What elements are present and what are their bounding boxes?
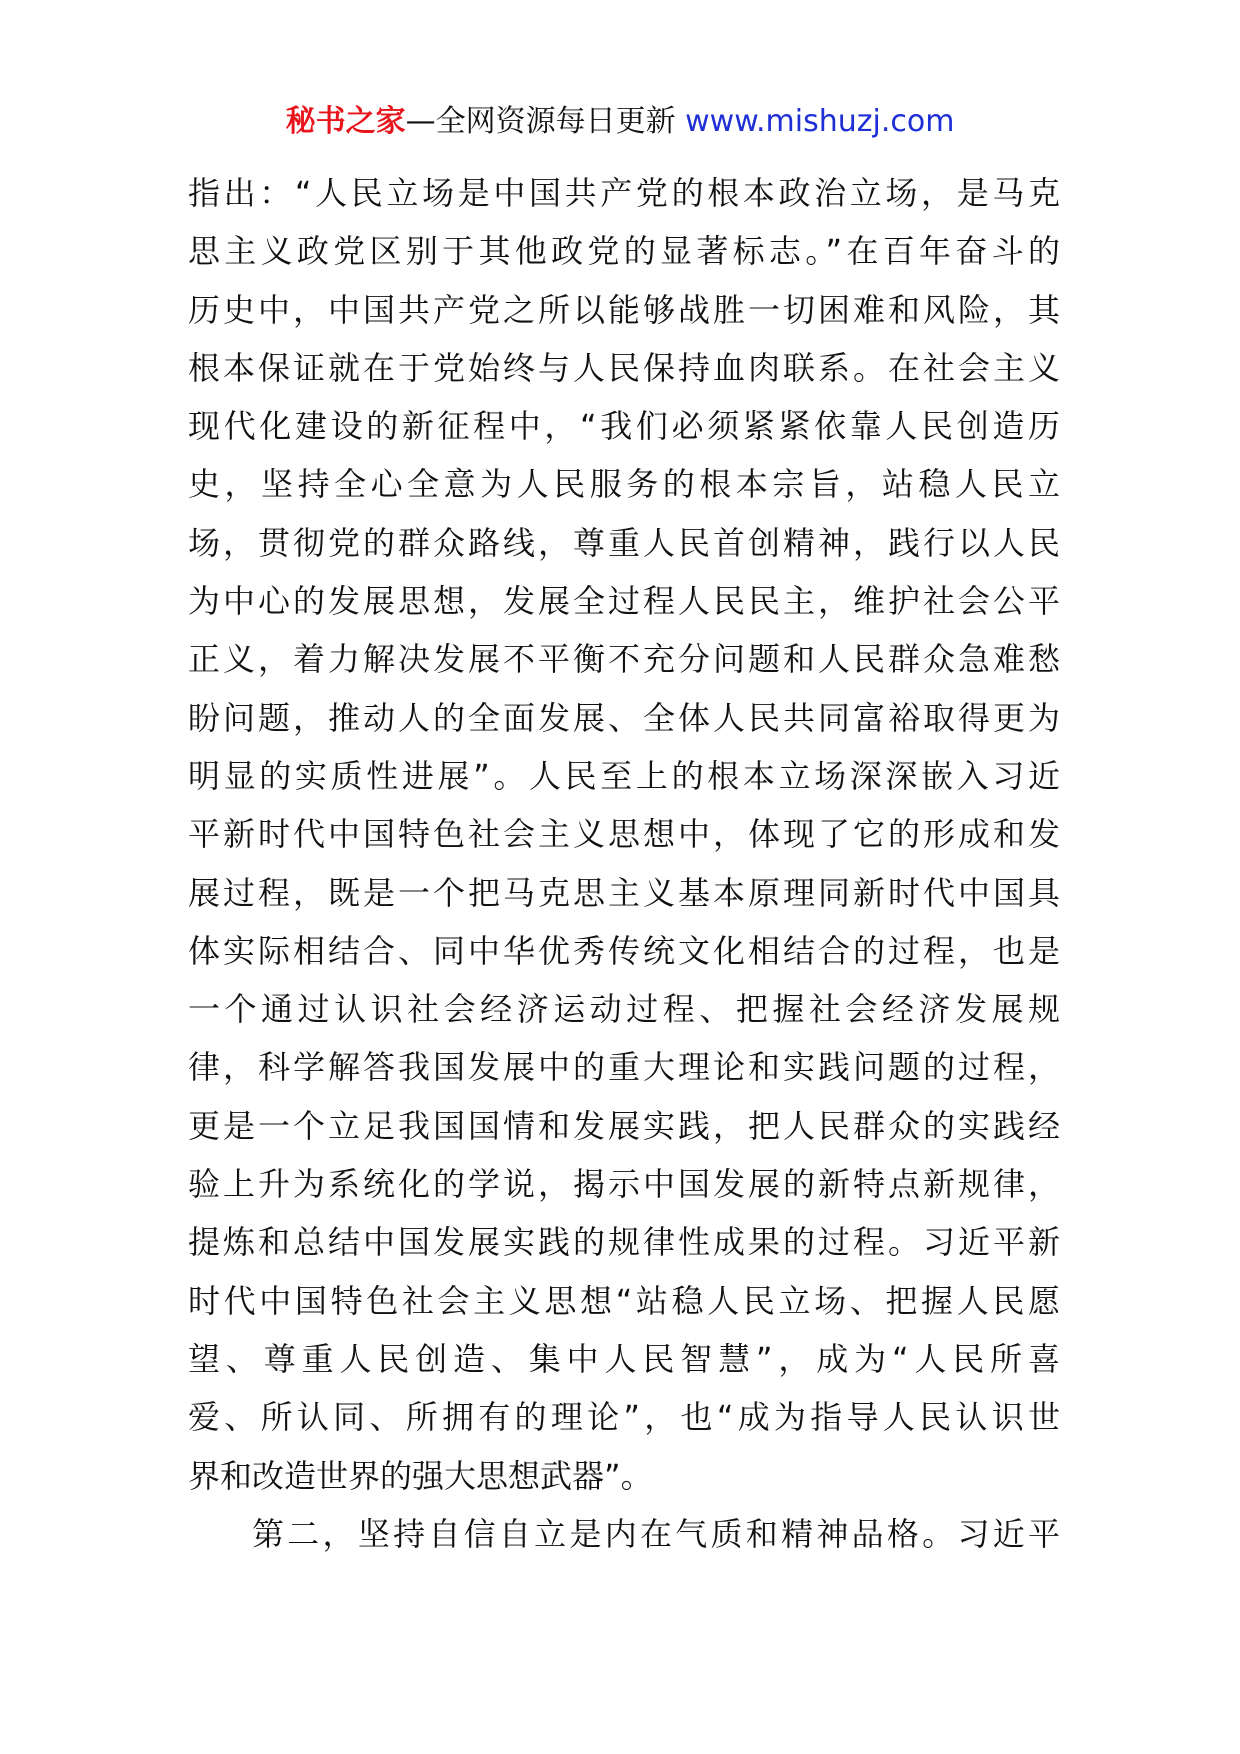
text-line: 史，坚持全心全意为人民服务的根本宗旨，站稳人民立 xyxy=(188,465,1060,504)
text-line: 指出：“人民立场是中国共产党的根本政治立场，是马克 xyxy=(188,174,1060,212)
text-line: 场，贯彻党的群众路线，尊重人民首创精神，践行以人民 xyxy=(188,523,1060,562)
text-line: 界和改造世界的强大思想武器”。 xyxy=(188,1456,653,1495)
text-line: 体实际相结合、同中华优秀传统文化相结合的过程，也是 xyxy=(188,931,1060,970)
brand-name: 秘书之家 xyxy=(285,104,406,139)
text-line: 爱、所认同、所拥有的理论”，也“成为指导人民认识世 xyxy=(188,1398,1060,1437)
site-url-link[interactable]: www.mishuzj.com xyxy=(685,104,955,139)
text-line: 时代中国特色社会主义思想“站稳人民立场、把握人民愿 xyxy=(188,1281,1060,1320)
text-line: 展过程，既是一个把马克思主义基本原理同新时代中国具 xyxy=(188,873,1060,912)
text-line: 律，科学解答我国发展中的重大理论和实践问题的过程， xyxy=(188,1048,1060,1087)
page-header xyxy=(0,100,1240,144)
text-line: 盼问题，推动人的全面发展、全体人民共同富裕取得更为 xyxy=(188,698,1060,737)
header-tagline: —全网资源每日更新 xyxy=(405,104,676,139)
text-line: 验上升为系统化的学说，揭示中国发展的新特点新规律， xyxy=(188,1165,1060,1204)
text-line: 正义，着力解决发展不平衡不充分问题和人民群众急难愁 xyxy=(188,640,1060,679)
text-line: 现代化建设的新征程中，“我们必须紧紧依靠人民创造历 xyxy=(188,407,1060,446)
text-line: 提炼和总结中国发展实践的规律性成果的过程。习近平新 xyxy=(188,1223,1060,1262)
text-line: 望、尊重人民创造、集中人民智慧”，成为“人民所喜 xyxy=(188,1339,1060,1378)
text-line: 为中心的发展思想，发展全过程人民民主，维护社会公平 xyxy=(188,582,1060,621)
article-body xyxy=(188,164,1060,1563)
text-line: 一个通过认识社会经济运动过程、把握社会经济发展规 xyxy=(188,990,1060,1029)
text-line: 历史中，中国共产党之所以能够战胜一切困难和风险，其 xyxy=(188,290,1060,329)
paragraph-start-line: 第二，坚持自信自立是内在气质和精神品格。习近平 xyxy=(252,1514,1060,1553)
text-line: 更是一个立足我国国情和发展实践，把人民群众的实践经 xyxy=(188,1106,1060,1145)
text-line: 根本保证就在于党始终与人民保持血肉联系。在社会主义 xyxy=(188,348,1060,387)
text-line: 明显的实质性进展”。人民至上的根本立场深深嵌入习近 xyxy=(188,756,1060,795)
text-line: 思主义政党区别于其他政党的显著标志。”在百年奋斗的 xyxy=(188,232,1060,271)
text-line: 平新时代中国特色社会主义思想中，体现了它的形成和发 xyxy=(188,815,1060,854)
